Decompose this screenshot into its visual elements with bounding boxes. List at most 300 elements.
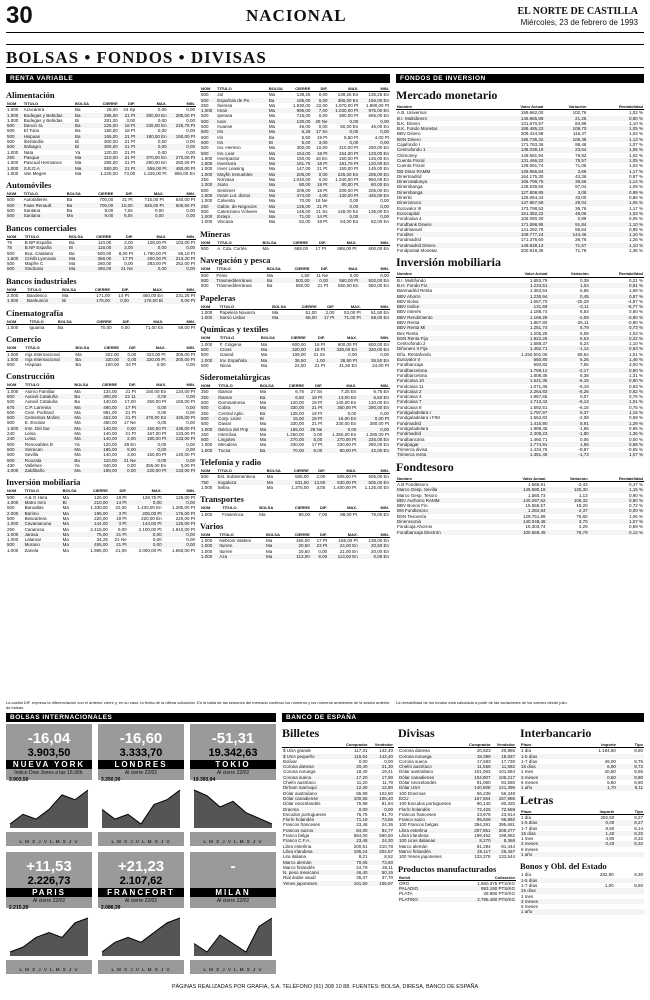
table-cell: 1,10 % xyxy=(587,232,644,237)
table-cell: 1 día xyxy=(521,748,532,754)
table-cell: 1,70 xyxy=(568,785,617,790)
table-cell: 140,00 En xyxy=(335,400,357,406)
table-cell: 8,00 Pt xyxy=(118,250,134,256)
table-cell: 3,00 xyxy=(127,452,136,458)
table-cell: 16,00 En xyxy=(323,416,357,421)
table-cell: 1.000 xyxy=(6,468,24,473)
table-cell: 95,992 xyxy=(492,817,516,822)
table-cell: Eurocapital xyxy=(396,211,490,216)
column-header: Cotización xyxy=(439,875,516,881)
table-cell: 133,00 Pt xyxy=(167,436,196,441)
table-cell: Fondpagar xyxy=(396,442,489,447)
table-cell: 0,21 % xyxy=(628,277,643,283)
table-cell: Inversora xyxy=(216,161,268,166)
table-cell: Corona noruega xyxy=(283,769,316,775)
table-cell: Bca. Catalana xyxy=(24,250,54,256)
table-cell: 1.922,26 xyxy=(489,336,548,341)
table-cell: 502,00 En xyxy=(359,278,390,283)
table-cell: 23,64 xyxy=(544,147,587,152)
table-cell: 426,00 En xyxy=(359,193,390,198)
market-base-value: 3.350,30 xyxy=(101,777,121,783)
table-cell: 173.798,53 xyxy=(520,205,544,211)
table-cell: Rial árabe saudí xyxy=(283,875,316,881)
table-cell: Ma xyxy=(265,548,273,554)
table-cell: 0,00 xyxy=(134,213,165,218)
market-change: - xyxy=(230,858,236,875)
category-title: Alimentación xyxy=(6,90,55,100)
table-cell: Inverpastor xyxy=(217,155,240,161)
table-cell: Calvesta xyxy=(217,198,235,204)
table-cell: 21 Pt xyxy=(109,532,128,537)
table-cell: 1.000 xyxy=(200,554,218,559)
table-row xyxy=(6,548,196,553)
table-cell: Iberlandia xyxy=(23,139,44,145)
table-cell: Beacartera xyxy=(24,515,47,521)
table-cell: 500 xyxy=(6,123,23,128)
table-cell: 5,26 xyxy=(548,357,589,362)
table-cell xyxy=(572,909,615,914)
table-row xyxy=(200,283,390,288)
stock-table xyxy=(200,266,390,288)
table-cell: 1.588,37 xyxy=(529,341,548,347)
table-cell: 140,00 xyxy=(103,399,118,405)
table-cell: Ma xyxy=(271,315,294,320)
table-cell: 81,550 xyxy=(501,780,515,786)
market-days: L M X J V L M X J V xyxy=(111,839,171,844)
table-cell: PLATA xyxy=(399,891,413,897)
table-cell: 0,90 % xyxy=(589,498,644,503)
table-cell: Fondcaixa 2 xyxy=(396,389,489,394)
column-header: CIERRE xyxy=(287,532,311,538)
table-cell: 2.100,00 Pt xyxy=(138,526,162,532)
table-cell: Italsagro xyxy=(23,144,74,149)
table-cell: 134,00 Pt xyxy=(175,388,195,394)
table-cell: Ma xyxy=(62,511,83,516)
table-cell: 140,00 xyxy=(103,452,118,458)
table-cell: 380,00 Pt xyxy=(338,113,359,119)
column-header: NOM xyxy=(200,532,218,538)
table-cell: 17 Pt xyxy=(311,442,323,448)
table-cell: 0,00 xyxy=(329,140,360,145)
category-title: Automóviles xyxy=(6,180,52,191)
table-cell: 6,54 xyxy=(579,309,589,315)
column-header: MIN. xyxy=(165,191,196,197)
table-cell: 0,88 xyxy=(577,216,587,222)
table-cell: 3,66 xyxy=(544,169,587,174)
table-cell: 21 Pt xyxy=(125,409,136,415)
column-header: BOLSA xyxy=(57,319,84,325)
table-cell: 1-5 días xyxy=(520,878,572,883)
table-cell: 310,00 Pt xyxy=(338,145,359,151)
table-cell: BBV Indice xyxy=(396,304,489,309)
table-cell: 0,82 % xyxy=(590,389,644,394)
table-cell: 0,00 xyxy=(311,172,328,177)
table-cell: Inv. Española xyxy=(219,358,260,363)
table-cell: 1,02 % xyxy=(628,110,643,116)
table-cell: Iris xyxy=(217,134,224,140)
table-cell: Ba xyxy=(73,394,95,399)
table-cell: $ USA pequeño xyxy=(282,754,339,759)
table-cell: 21 Pt xyxy=(119,144,136,149)
table-cell: Ma xyxy=(268,193,288,198)
table-cell: Ma xyxy=(74,166,94,171)
table-cell: Fondmadrid xyxy=(397,237,422,243)
table-cell: 370,00 En xyxy=(136,155,168,160)
table-cell: 71,78 xyxy=(575,248,587,254)
table-cell: Nicas xyxy=(219,362,232,368)
table-cell: Ba xyxy=(268,134,275,140)
table-cell: 1 año xyxy=(520,852,571,857)
table-cell: 209.424,58 xyxy=(520,131,544,137)
table-cell: 0,00 xyxy=(358,758,368,764)
market-city: NUEVA YORK xyxy=(6,760,92,769)
page-footer: PÁGINAS REALIZADAS POR GRAFIA, S.A. TELÉFONO (91) 308 10 88. FUENTES: BOLSA, DIRESA, BANCO DE ESPAÑA xyxy=(171,984,479,990)
table-cell: Ba xyxy=(74,399,80,405)
table-cell: Inm. Del Sur xyxy=(24,426,74,431)
table-cell: 180,00 En xyxy=(136,134,168,139)
column-header: MAX. xyxy=(137,382,167,388)
table-cell: 1.434,76 xyxy=(529,447,548,453)
table-cell: 156,00 En xyxy=(359,98,390,103)
table-cell: 6,50 En xyxy=(357,395,390,400)
table-cell: 6,75 En xyxy=(373,389,389,395)
table-cell: 1.000 xyxy=(200,543,218,548)
table-cell: 133,378 xyxy=(474,854,491,860)
table-cell: 0,86 % xyxy=(628,195,643,201)
table-cell: Ma xyxy=(62,494,69,500)
table-cell: 1.000 xyxy=(201,341,213,347)
table-cell: 6,75 xyxy=(295,389,305,395)
table-cell: 145.580,19 xyxy=(493,487,546,492)
table-cell: 142,40 xyxy=(369,754,394,759)
table-cell: A.B. Universus xyxy=(397,110,427,116)
table-row xyxy=(520,852,644,857)
table-cell: 1.040,00 Pt xyxy=(335,177,359,183)
table-cell: 2,00 xyxy=(316,474,326,480)
table-cell: 1,02 % xyxy=(628,152,643,158)
table-cell: 37,70 xyxy=(381,875,393,881)
table-cell: 125,00 xyxy=(94,494,108,500)
table-cell: 1.759,12 xyxy=(489,368,548,373)
table-cell: 171.763,36 xyxy=(520,142,544,148)
category-title: Telefonía y radio xyxy=(200,457,262,468)
table-cell: Daviar xyxy=(218,421,232,427)
table-cell: Inja Internacional xyxy=(25,351,60,357)
table-cell: Ma xyxy=(259,431,267,437)
table-row xyxy=(520,909,644,914)
fund-table xyxy=(396,104,644,253)
table-cell: 12,80 xyxy=(369,785,394,790)
table-cell: 100 Yenes japoneses xyxy=(399,854,442,860)
table-cell: 159.662,00 xyxy=(520,110,544,116)
table-cell: BBV Renta xyxy=(397,319,420,325)
table-cell: 36,50 xyxy=(283,358,307,363)
table-cell: 1-5 días xyxy=(520,820,571,825)
table-cell: 1 día xyxy=(521,814,532,820)
table-cell: 1,10 % xyxy=(628,120,643,126)
table-cell: N. peso mexicano xyxy=(282,870,339,875)
table-cell: 200.818,35 xyxy=(520,248,544,254)
table-cell: Franco suizo xyxy=(398,817,463,822)
table-cell: 490,00 xyxy=(89,266,112,271)
table-cell: 300,00 xyxy=(95,394,118,399)
table-cell: 1.910,00 Pt xyxy=(171,526,195,532)
column-header: DIF. xyxy=(119,101,136,107)
table-cell: E. Escisar xyxy=(24,420,46,426)
table-row xyxy=(398,854,516,859)
column-header: Vendedor xyxy=(492,742,516,748)
column-header: DIF. xyxy=(111,287,130,293)
table-cell: 6,0s xyxy=(114,213,133,218)
table-cell: 993.190 PTS/KG xyxy=(439,886,516,891)
stock-table xyxy=(6,101,196,176)
table-cell: 5,79 xyxy=(548,325,589,330)
table-cell: 85,00 xyxy=(298,511,310,517)
table-cell: 1,04 xyxy=(548,283,589,288)
table-cell: Fondmadrid xyxy=(396,431,489,436)
column-header: Nombre xyxy=(396,271,489,277)
table-cell: 180,00 xyxy=(103,128,118,134)
table-cell: 320,00 xyxy=(96,357,120,362)
table-cell: 17,730 xyxy=(501,758,515,764)
market-change: +21,23 xyxy=(117,858,165,875)
table-cell: 50,00 En xyxy=(340,124,359,130)
table-cell: 145,00 En xyxy=(368,166,389,172)
table-cell: Ma xyxy=(266,272,274,278)
column-header: CIERRE xyxy=(89,234,112,240)
table-cell: 21,00 En xyxy=(339,548,358,554)
table-cell: 250 xyxy=(7,526,15,532)
table-cell: 500 xyxy=(7,261,15,267)
table-cell: 102,76 xyxy=(572,110,587,116)
table-cell: 34,25 xyxy=(96,537,108,543)
table-cell: 500 xyxy=(6,213,23,218)
table-cell: 70,00 xyxy=(100,324,112,330)
table-cell: 580,50 xyxy=(379,833,393,839)
table-cell: 79,92 xyxy=(575,152,587,158)
table-cell: 250 xyxy=(6,155,23,160)
table-cell: 195,24 xyxy=(339,849,369,854)
table-cell: Libra esterlina xyxy=(398,828,463,833)
table-cell: 110,00 xyxy=(95,458,118,463)
table-cell: Ba xyxy=(268,98,288,103)
table-cell: 1.000 xyxy=(7,388,19,394)
table-cell: Marco finlandés xyxy=(283,864,315,870)
table-cell: 100 Francos belgas xyxy=(399,822,439,828)
table-cell: 18,399 xyxy=(463,754,491,759)
table-cell: 0,90 % xyxy=(628,492,643,498)
stock-table xyxy=(6,287,196,304)
table-cell: 108.777,24 xyxy=(490,232,544,237)
table-cell: 105,217 xyxy=(492,775,516,780)
table-cell: 22,00 xyxy=(316,102,328,108)
table-cell: Sarrió Lisbar xyxy=(219,315,271,320)
table-cell: 320,00 xyxy=(283,347,307,352)
table-cell: 120,00 xyxy=(290,400,305,406)
table-cell: 500 xyxy=(6,394,24,399)
table-cell: 1,01 % xyxy=(628,351,643,357)
table-cell: 1.000 xyxy=(7,351,19,357)
market-panel xyxy=(98,852,184,974)
table-cell: -6,26 xyxy=(548,389,589,394)
table-cell: 0,00 xyxy=(163,532,196,537)
table-cell: 185,00 xyxy=(287,98,311,103)
table-cell: 1,06 % xyxy=(628,513,643,519)
table-cell: Corona sueca xyxy=(399,758,428,764)
table-cell: 330,00 En xyxy=(326,347,358,352)
table-cell: 1.797,97 xyxy=(489,410,548,415)
table-cell: 22,00 xyxy=(115,505,127,511)
table-cell: 185,00 xyxy=(280,427,305,432)
table-cell: Dño. Rentafondo xyxy=(397,351,432,357)
table-cell: 1.234,51 xyxy=(489,283,548,288)
table-cell: -6,77 % xyxy=(590,304,644,309)
table-cell: Ma xyxy=(62,537,69,543)
table-cell: 0,45 xyxy=(548,294,589,299)
table-cell: Ba xyxy=(74,134,94,139)
table-cell: 283,00 Pt xyxy=(147,261,167,267)
table-cell: 500 xyxy=(201,362,209,368)
table-cell: 6,25 xyxy=(287,129,311,134)
column-header: DIF. xyxy=(311,266,329,272)
table-cell: Ma xyxy=(266,484,274,490)
table-cell: Ba xyxy=(57,324,64,330)
table-cell: Cuenta Fiscal xyxy=(397,163,425,169)
column-header: MIN. xyxy=(357,468,390,474)
table-cell: 1.284,84 xyxy=(493,508,546,513)
table-cell: Banmadrid Renta xyxy=(397,288,433,294)
table-cell: 19 Pt xyxy=(311,410,323,416)
table-cell: 106,40 xyxy=(369,796,394,801)
table-cell: 28,00 xyxy=(106,107,118,113)
table-cell: 55,64 xyxy=(575,226,587,232)
table-cell: 131.466,22 xyxy=(490,158,544,163)
table-cell: 69,00 Pt xyxy=(178,324,195,330)
table-cell: 11,20 xyxy=(356,780,368,786)
table-cell: 1,10 % xyxy=(587,243,644,248)
market-base-value: 19.393,94 xyxy=(193,777,216,783)
table-cell: 0,00 xyxy=(311,278,329,283)
table-cell: Ma xyxy=(62,505,69,511)
table-cell: Fondmanuel xyxy=(397,226,423,232)
table-cell: 71,00 En xyxy=(145,324,164,330)
table-cell: 715,00 Pt xyxy=(144,197,164,203)
table-cell: 81,060 xyxy=(476,780,491,786)
category-title: Químicas y textiles xyxy=(200,324,269,335)
table-cell: 18 Pt xyxy=(124,128,136,134)
table-cell: 21 Pt xyxy=(124,139,136,145)
table-row xyxy=(6,324,196,330)
productos-table xyxy=(398,875,516,902)
table-cell: 207,851 xyxy=(463,828,491,833)
table-cell: BBV Bonos Fin. xyxy=(397,503,429,509)
market-days: L M X J V L M X J V xyxy=(19,967,79,972)
table-cell: Fondcaixa 7 xyxy=(396,399,489,404)
table-cell: 17 Ss xyxy=(311,129,328,134)
table-cell: 1.000 xyxy=(200,172,216,177)
table-cell: 24,00 xyxy=(294,362,306,368)
table-cell: 500 xyxy=(201,272,209,278)
table-cell: Ibamar xyxy=(218,389,233,395)
table-cell: Nata xyxy=(23,149,34,155)
table-cell: 1.500 xyxy=(6,256,24,261)
table-cell: 18 Pt xyxy=(311,182,328,187)
table-cell: 220,00 Pt xyxy=(137,468,167,473)
table-cell: Ba xyxy=(75,128,81,134)
table-cell: 8,52 xyxy=(384,854,393,860)
table-cell: Dinerosonia xyxy=(396,519,493,524)
table-cell: 0,00 xyxy=(359,204,390,209)
table-cell: 12,30 xyxy=(339,785,369,790)
table-cell: 15 días xyxy=(520,888,572,893)
table-cell: Ma xyxy=(62,526,69,532)
table-row xyxy=(200,315,390,320)
stock-table xyxy=(6,234,196,272)
table-cell: Dólar canadiense xyxy=(282,796,339,801)
column-header: TITULO xyxy=(24,382,74,388)
table-cell: Ma xyxy=(268,92,276,98)
table-cell: Bodegas y Bebidas xyxy=(23,117,63,123)
table-cell: 0,00 En xyxy=(359,554,390,559)
table-cell: 19,41 xyxy=(381,769,393,775)
column-header: DIF. xyxy=(113,319,131,325)
table-cell: 0,00 xyxy=(318,113,328,119)
column-header: TITULO xyxy=(219,335,260,341)
market-panel xyxy=(190,852,276,974)
table-cell: 0,00 xyxy=(329,214,360,219)
table-cell: 3 meses xyxy=(520,841,571,846)
table-cell: Corp. Ucier xyxy=(217,416,259,421)
table-cell: Pascual Hermanos xyxy=(23,160,62,166)
table-cell: Ma xyxy=(260,362,268,368)
table-cell: 455,00 xyxy=(83,542,109,547)
table-cell: Bi xyxy=(62,500,83,505)
table-cell: Cajafondo I xyxy=(397,142,421,148)
table-cell: 76,98 xyxy=(356,801,368,807)
table-cell: A.B Fondtesoro xyxy=(397,482,429,487)
table-cell: 500 xyxy=(201,187,209,193)
table-cell: BM Fondtesoro xyxy=(396,508,493,513)
table-row xyxy=(6,298,196,303)
table-cell: 0,40 xyxy=(571,841,616,846)
table-cell: 17,593 xyxy=(476,758,491,764)
category-title: Bancos comerciales xyxy=(6,222,77,233)
table-cell: 3,00 % xyxy=(628,362,643,368)
table-cell: 76,75 xyxy=(356,811,368,817)
column-header: TITULO xyxy=(24,234,68,240)
table-cell: 171,00 xyxy=(96,293,111,299)
table-cell: 141.262,76 xyxy=(520,226,544,232)
table-cell: 0,81 % xyxy=(590,283,644,288)
table-cell: 995,00 xyxy=(287,108,311,113)
category-title: Varios xyxy=(200,520,224,531)
table-cell: 1 año xyxy=(520,785,568,790)
table-cell: 500 xyxy=(7,250,15,256)
table-cell: 76,79 xyxy=(547,530,589,535)
table-cell: 115,64 xyxy=(339,754,369,759)
table-cell: -2,11 xyxy=(548,304,589,309)
table-cell: 126,00 Pt xyxy=(175,494,195,500)
column-header: MAX. xyxy=(137,345,166,351)
table-cell xyxy=(571,852,616,857)
column-header: Importe xyxy=(568,742,617,748)
table-cell: Ma xyxy=(268,113,276,119)
table-cell: 78,00 En xyxy=(370,511,389,517)
table-cell: 1.250,00 xyxy=(286,431,305,437)
table-cell: 147,00 xyxy=(296,166,311,172)
table-cell: 138,00 En xyxy=(368,538,389,544)
table-cell: 281,00 xyxy=(103,117,118,123)
